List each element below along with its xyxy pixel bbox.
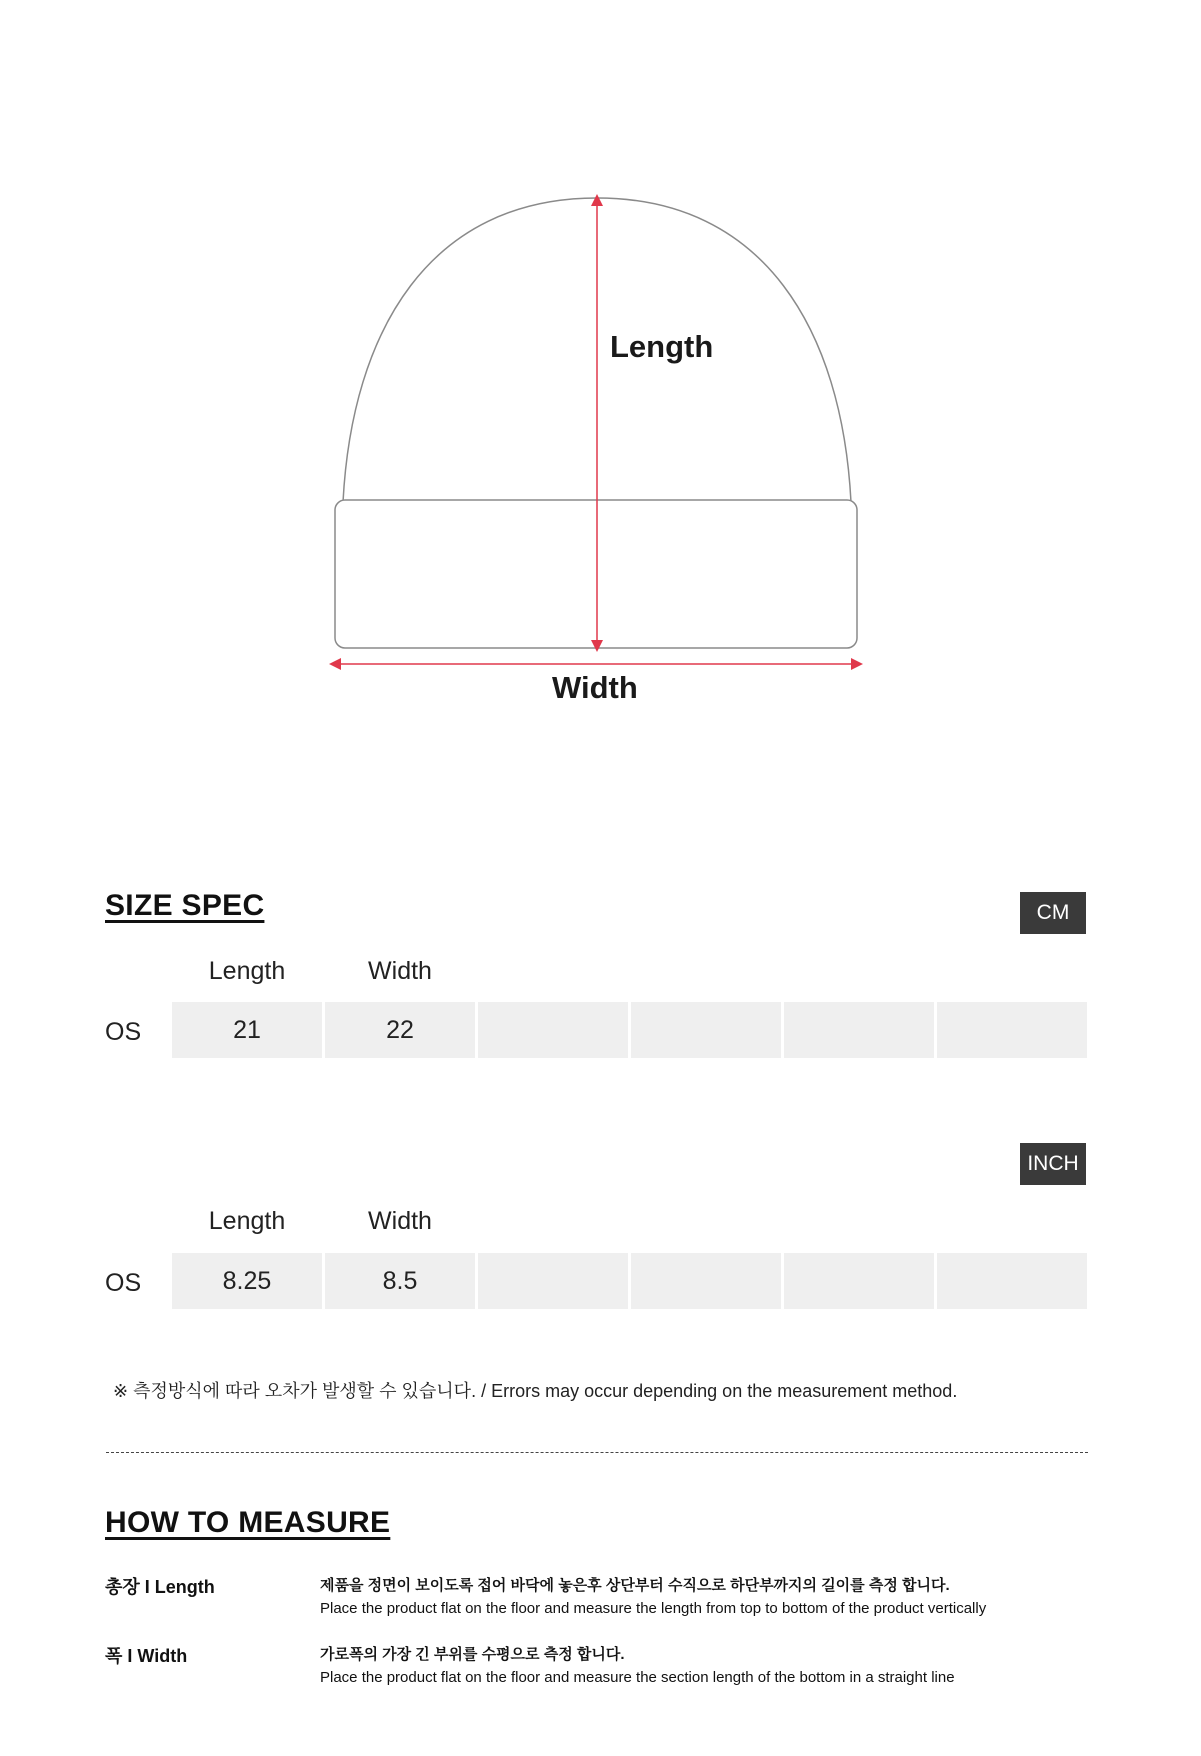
cm-row-label-os: OS — [105, 1018, 142, 1046]
cm-column-width: Width — [368, 957, 432, 985]
inch-column-length: Length — [208, 1207, 286, 1235]
how-to-measure-title: HOW TO MEASURE — [105, 1506, 391, 1539]
measure-term-length: 총장 I Length — [105, 1577, 215, 1597]
length-diagram-label: Length — [610, 329, 714, 364]
section-divider — [106, 1452, 1088, 1453]
cm-cell-empty — [631, 1002, 781, 1058]
inch-cell-empty — [937, 1253, 1087, 1309]
width-diagram-label: Width — [552, 670, 638, 705]
inch-row-label-os: OS — [105, 1269, 142, 1297]
measure-desc-width — [320, 1643, 955, 1689]
inch-unit-badge: INCH — [1020, 1143, 1086, 1185]
inch-column-width: Width — [368, 1207, 432, 1235]
cm-cell-empty — [784, 1002, 934, 1058]
beanie-illustration — [0, 0, 1201, 760]
measure-desc-length-ko: 제품을 정면이 보이도록 접어 바닥에 놓은후 상단부터 수직으로 하단부까지의 길이를 측정 합니다. — [320, 1577, 950, 1594]
cm-cell-empty — [478, 1002, 628, 1058]
beanie-cuff-outline — [335, 500, 857, 648]
cm-cell-width: 22 — [325, 1002, 475, 1058]
measure-desc-width-en: Place the product flat on the floor and measure the section length of the bottom in a straight line — [320, 1669, 955, 1686]
measure-desc-length-en: Place the product flat on the floor and measure the length from top to bottom of the product vertically — [320, 1600, 987, 1617]
measure-desc-length — [320, 1574, 986, 1620]
inch-cell-empty — [631, 1253, 781, 1309]
cm-column-length: Length — [208, 957, 286, 985]
cm-cell-length: 21 — [172, 1002, 322, 1058]
cm-unit-badge: CM — [1020, 892, 1086, 934]
inch-cell-empty — [784, 1253, 934, 1309]
beanie-diagram — [0, 0, 1201, 760]
inch-cell-empty — [478, 1253, 628, 1309]
measure-desc-width-ko: 가로폭의 가장 긴 부위를 수평으로 측정 합니다. — [320, 1646, 625, 1663]
cm-cell-empty — [937, 1002, 1087, 1058]
measurement-note: ※ 측정방식에 따라 오차가 발생할 수 있습니다. / Errors may occur depending on the measurement method. — [113, 1381, 958, 1401]
inch-cell-length: 8.25 — [172, 1253, 322, 1309]
measure-term-width: 폭 I Width — [105, 1646, 188, 1666]
inch-cell-width: 8.5 — [325, 1253, 475, 1309]
size-spec-title: SIZE SPEC — [105, 889, 265, 922]
